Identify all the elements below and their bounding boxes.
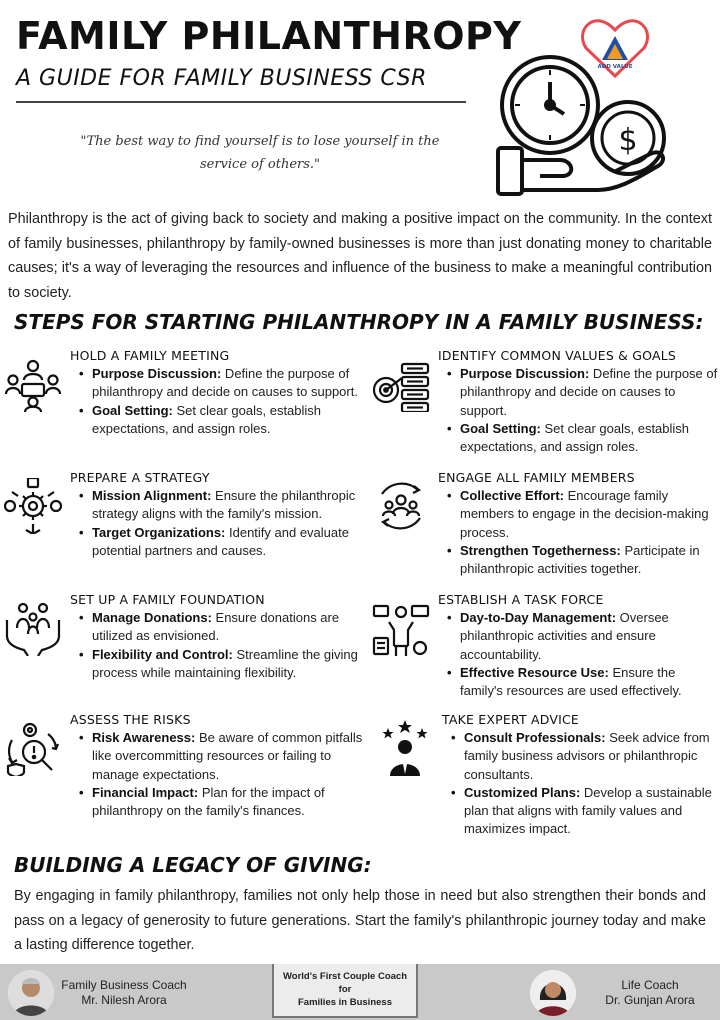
badge-line: World's First Couple Coach xyxy=(282,971,407,982)
legacy-heading: BUILDING A LEGACY OF GIVING: xyxy=(14,853,372,877)
intro-paragraph: Philanthropy is the act of giving back to society and making a positive impact on the community. In the context of family businesses, philanthropy by family-owned businesses is more than just donating money to charitable causes; it's a way of leveraging the resources and influence of the business to make a meaningful contribution to society. xyxy=(8,211,712,301)
coach-name: Mr. Nilesh Arora xyxy=(81,993,167,1007)
step-point: • Target Organizations: Identify and evaluate potential partners and causes. xyxy=(70,524,364,561)
step-point: • Strengthen Togetherness: Participate in philanthropic activities together. xyxy=(438,542,718,579)
right-coach-info xyxy=(590,978,710,1008)
logo-text: ADD VALUE xyxy=(597,64,633,70)
step-title: SET UP A FAMILY FOUNDATION xyxy=(70,592,265,607)
step-title: HOLD A FAMILY MEETING xyxy=(70,348,230,363)
step-title: ESTABLISH A TASK FORCE xyxy=(438,592,604,607)
family-hands-icon xyxy=(4,600,62,656)
step-point: • Goal Setting: Set clear goals, establish expectations, and assign roles. xyxy=(438,420,718,457)
step-title: TAKE EXPERT ADVICE xyxy=(442,712,579,727)
step-point: • Flexibility and Control: Streamline the giving process while maintaining flexibility. xyxy=(70,646,364,683)
svg-text:$: $ xyxy=(618,123,638,158)
step-point: • Goal Setting: Set clear goals, establish expectations, and assign roles. xyxy=(70,402,364,439)
step-point: • Consult Professionals: Seek advice from family business advisors or philanthropic consultants. xyxy=(442,729,718,784)
couple-coach-badge xyxy=(272,964,418,1018)
step-point: • Risk Awareness: Be aware of common pitfalls like overcommitting resources or failing to manage expectations. xyxy=(70,729,364,784)
coach-role: Life Coach xyxy=(621,978,679,992)
coach-name: Dr. Gunjan Arora xyxy=(605,993,695,1007)
step-point: • Mission Alignment: Ensure the philanthropic strategy aligns with the family's mission. xyxy=(70,487,364,524)
step-title: ENGAGE ALL FAMILY MEMBERS xyxy=(438,470,635,485)
avatar xyxy=(8,970,54,1016)
expert-advisor-icon xyxy=(376,720,434,776)
quote: "The best way to find yourself is to lose yourself in the service of others." xyxy=(80,134,440,172)
family-meeting-icon xyxy=(4,356,62,412)
clock-icon xyxy=(502,57,598,153)
badge-line: Families in Business xyxy=(298,997,392,1008)
heart-logo-icon xyxy=(582,21,647,76)
left-coach-info xyxy=(58,978,190,1008)
group-cycle-icon xyxy=(372,478,430,534)
outro-paragraph: By engaging in family philanthropy, families not only help those in need but also strengthen their bonds and pass on a legacy of generosity to future generations. Start the family's philanthropic journey today and make a lasting difference together. xyxy=(14,888,706,953)
avatar xyxy=(530,970,576,1016)
steps-heading: STEPS FOR STARTING PHILANTHROPY IN A FAMILY BUSINESS: xyxy=(14,310,704,334)
step-title: PREPARE A STRATEGY xyxy=(70,470,210,485)
step-point: • Collective Effort: Encourage family members to engage in the decision-making process. xyxy=(438,487,718,542)
step-point: • Purpose Discussion: Define the purpose of philanthropy and decide on causes to support. xyxy=(438,365,718,420)
strategy-gear-icon xyxy=(4,478,62,534)
coach-role: Family Business Coach xyxy=(61,978,187,992)
step-point: • Day-to-Day Management: Oversee philanthropic activities and ensure accountability. xyxy=(438,609,718,664)
step-point: • Customized Plans: Develop a sustainable plan that aligns with family values and maximizes impact. xyxy=(442,784,718,839)
step-title: ASSESS THE RISKS xyxy=(70,712,191,727)
page-title: FAMILY PHILANTHROPY xyxy=(16,14,522,58)
target-checklist-icon xyxy=(372,356,430,412)
hero-illustration xyxy=(490,10,720,210)
step-point: • Effective Resource Use: Ensure the family's resources are used effectively. xyxy=(438,664,718,701)
badge-line: for xyxy=(338,984,352,995)
task-force-icon xyxy=(372,600,430,656)
step-title: IDENTIFY COMMON VALUES & GOALS xyxy=(438,348,677,363)
footer xyxy=(0,964,720,1020)
step-point: • Financial Impact: Plan for the impact of philanthropy on the family's finances. xyxy=(70,784,364,821)
step-point: • Purpose Discussion: Define the purpose of philanthropy and decide on causes to support. xyxy=(70,365,364,402)
step-point: • Manage Donations: Ensure donations are utilized as envisioned. xyxy=(70,609,364,646)
page-subtitle: A GUIDE FOR FAMILY BUSINESS CSR xyxy=(16,66,427,91)
risk-assessment-icon xyxy=(4,720,62,776)
subtitle-divider xyxy=(16,101,466,103)
